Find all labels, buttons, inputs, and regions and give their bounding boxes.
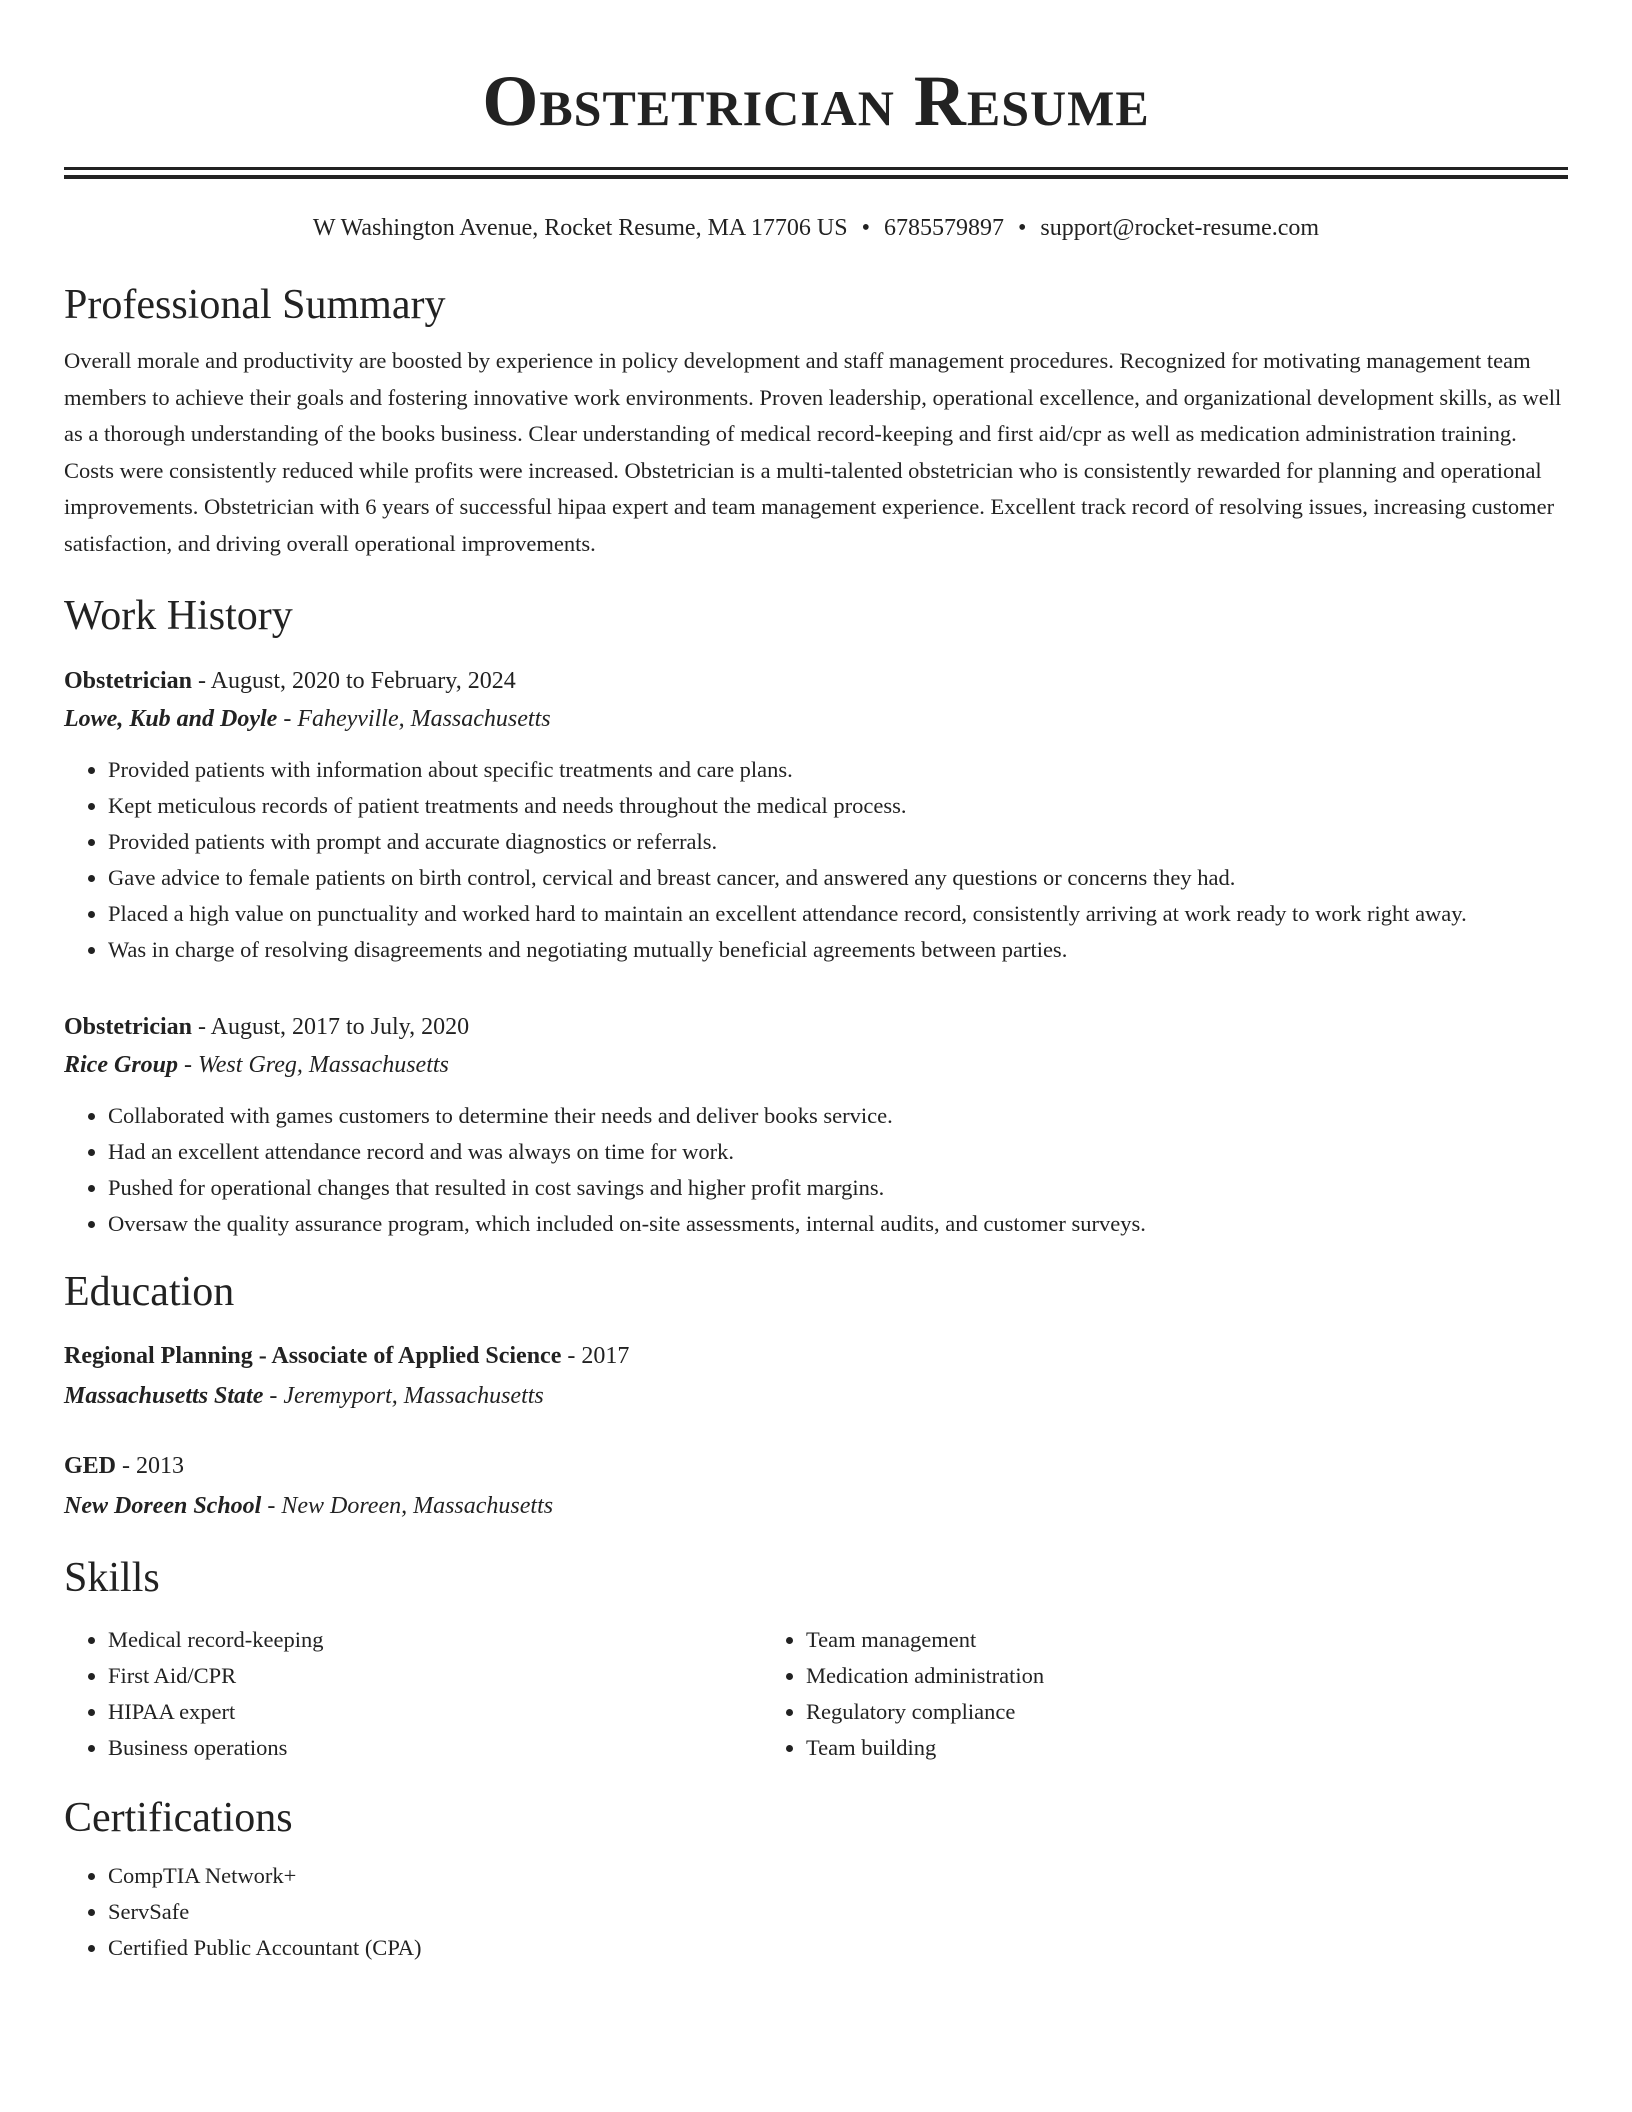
education-year: - 2013 (116, 1453, 185, 1479)
education-entry (64, 1446, 1568, 1526)
education-degree: Regional Planning - Associate of Applied Science (64, 1343, 562, 1369)
certifications-section (64, 1792, 1568, 1966)
skill-item: • Medical record-keeping (108, 1622, 762, 1658)
skills-grid (64, 1622, 1568, 1766)
job-company-line (64, 700, 1568, 738)
job-location: - Faheyville, Massachusetts (277, 706, 551, 732)
contact-line (64, 213, 1568, 243)
title-divider-bottom (64, 175, 1568, 179)
job-title: Obstetrician (64, 1014, 192, 1040)
skills-list-left (64, 1622, 762, 1766)
education-location: - Jeremyport, Massachusetts (263, 1383, 544, 1409)
list-item: • Was in charge of resolving disagreements and negotiating mutually beneficial agreements between parties. (108, 932, 1568, 968)
certifications-list (64, 1858, 1568, 1966)
skill-item: • Team management (806, 1622, 1460, 1658)
section-heading-education: Education (64, 1269, 235, 1315)
section-heading-summary: Professional Summary (64, 282, 446, 328)
job-company: Lowe, Kub and Doyle (64, 706, 278, 732)
list-item: • Provided patients with prompt and accurate diagnostics or referrals. (108, 824, 1568, 860)
certification-item: • ServSafe (108, 1894, 1568, 1930)
education-degree: GED (64, 1453, 117, 1479)
job-company: Rice Group (64, 1052, 178, 1078)
contact-phone: 6785579897 (884, 215, 1004, 241)
list-item: • Placed a high value on punctuality and worked hard to maintain an excellent attendance record, consistently arriving at work ready to work right away. (108, 896, 1568, 932)
skill-item: • Team building (806, 1730, 1460, 1766)
education-school-line (64, 1486, 1568, 1526)
education-degree-line (64, 1336, 1568, 1376)
skill-item: • First Aid/CPR (108, 1658, 762, 1694)
section-heading-certifications: Certifications (64, 1795, 293, 1841)
summary-text: Overall morale and productivity are boosted by experience in policy development and staff management procedures. Recognized for motivating management team members to achieve their goals and fostering innovative work environments. Proven leadership, operational excellence, and organizational development skills, as well as a thorough understanding of the books business. Clear understanding of medical record-keeping and first aid/cpr as well as medication administration training. Costs were consistently reduced while profits were increased. Obstetrician is a multi-talented obstetrician who is consistently rewarded for planning and operational improvements. Obstetrician with 6 years of successful hipaa expert and team management experience. Excellent track record of resolving issues, increasing customer satisfaction, and driving overall operational improvements. (64, 348, 1562, 556)
job-title-line (64, 1008, 1568, 1046)
skill-item: • Business operations (108, 1730, 762, 1766)
list-item: • Had an excellent attendance record and was always on time for work. (108, 1134, 1568, 1170)
job-duties-list (64, 1098, 1568, 1242)
education-school: New Doreen School (64, 1493, 262, 1519)
skill-item: • HIPAA expert (108, 1694, 762, 1730)
job-title: Obstetrician (64, 668, 192, 694)
contact-separator: • (1018, 215, 1027, 241)
education-year: - 2017 (561, 1343, 630, 1369)
job-location: - West Greg, Massachusetts (178, 1052, 449, 1078)
education-entry (64, 1336, 1568, 1416)
education-school-line (64, 1376, 1568, 1416)
work-history-section (64, 590, 1568, 1242)
education-degree-line (64, 1446, 1568, 1486)
list-item: • Collaborated with games customers to determine their needs and deliver books service. (108, 1098, 1568, 1134)
list-item: • Kept meticulous records of patient treatments and needs throughout the medical process. (108, 788, 1568, 824)
job-entry (64, 1008, 1568, 1242)
list-item: • Pushed for operational changes that resulted in cost savings and higher profit margins. (108, 1170, 1568, 1206)
job-duties-list (64, 752, 1568, 968)
section-heading-skills: Skills (64, 1555, 160, 1601)
section-heading-work: Work History (64, 593, 293, 639)
contact-email: support@rocket-resume.com (1040, 215, 1320, 241)
education-section (64, 1266, 1568, 1526)
list-item: • Oversaw the quality assurance program, which included on-site assessments, internal audits, and customer surveys. (108, 1206, 1568, 1242)
job-company-line (64, 1046, 1568, 1084)
professional-summary-section (64, 279, 1568, 562)
education-location: - New Doreen, Massachusetts (261, 1493, 554, 1519)
job-dates: - August, 2020 to February, 2024 (191, 668, 516, 694)
certification-item: • Certified Public Accountant (CPA) (108, 1930, 1568, 1966)
job-dates: - August, 2017 to July, 2020 (191, 1014, 470, 1040)
skills-section (64, 1552, 1568, 1766)
contact-address: W Washington Avenue, Rocket Resume, MA 17706 US (312, 215, 848, 241)
list-item: • Gave advice to female patients on birth control, cervical and breast cancer, and answered any questions or concerns they had. (108, 860, 1568, 896)
skill-item: • Regulatory compliance (806, 1694, 1460, 1730)
job-title-line (64, 662, 1568, 700)
contact-separator: • (861, 215, 870, 241)
list-item: • Provided patients with information about specific treatments and care plans. (108, 752, 1568, 788)
certification-item: • CompTIA Network+ (108, 1858, 1568, 1894)
education-school: Massachusetts State (64, 1383, 264, 1409)
job-entry (64, 662, 1568, 968)
skills-list-right (762, 1622, 1460, 1766)
title-divider-top (64, 167, 1568, 170)
resume-title: Obstetrician Resume (482, 61, 1150, 141)
skill-item: • Medication administration (806, 1658, 1460, 1694)
